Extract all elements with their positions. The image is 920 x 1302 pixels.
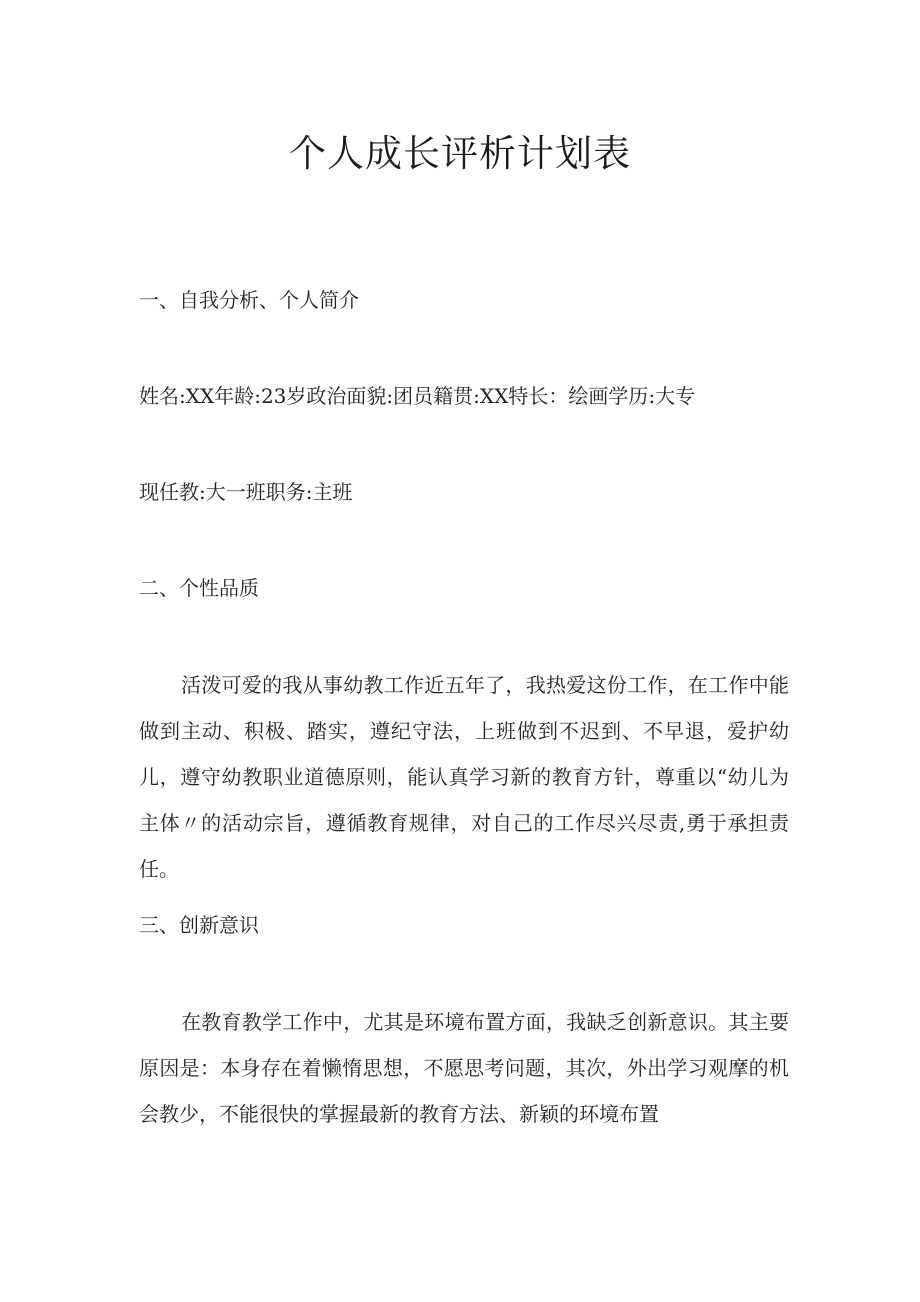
profile-info-line: 姓名:XX年龄:23岁政治面貌:团员籍贯:XX特长：绘画学历:大专 bbox=[139, 384, 696, 408]
section-heading-self-analysis: 一、自我分析、个人简介 bbox=[139, 288, 359, 312]
personal-quality-paragraph: 活泼可爱的我从事幼教工作近五年了，我热爱这份工作，在工作中能做到主动、积极、踏实，遵纪守法，上班做到不迟到、不早退，爱护幼儿，遵守幼教职业道德原则，能认真学习新的教育方针，尊重以“幼儿为主体〃的活动宗旨，遵循教育规律，对自己的工作尽兴尽责,勇于承担责任。 bbox=[139, 673, 789, 881]
section-heading-innovation: 三、创新意识 bbox=[139, 913, 259, 937]
innovation-paragraph: 在教育教学工作中，尤其是环境布置方面，我缺乏创新意识。其主要原因是：本身存在着懒惰思想，不愿思考问题，其次，外出学习观摩的机会教少，不能很快的掌握最新的教育方法、新颖的环境布置 bbox=[139, 1010, 789, 1126]
teaching-position-line: 现任教:大一班职务:主班 bbox=[139, 480, 353, 504]
section-heading-personal-quality: 二、个性品质 bbox=[139, 576, 259, 600]
document-title: 个人成长评析计划表 bbox=[289, 132, 631, 175]
